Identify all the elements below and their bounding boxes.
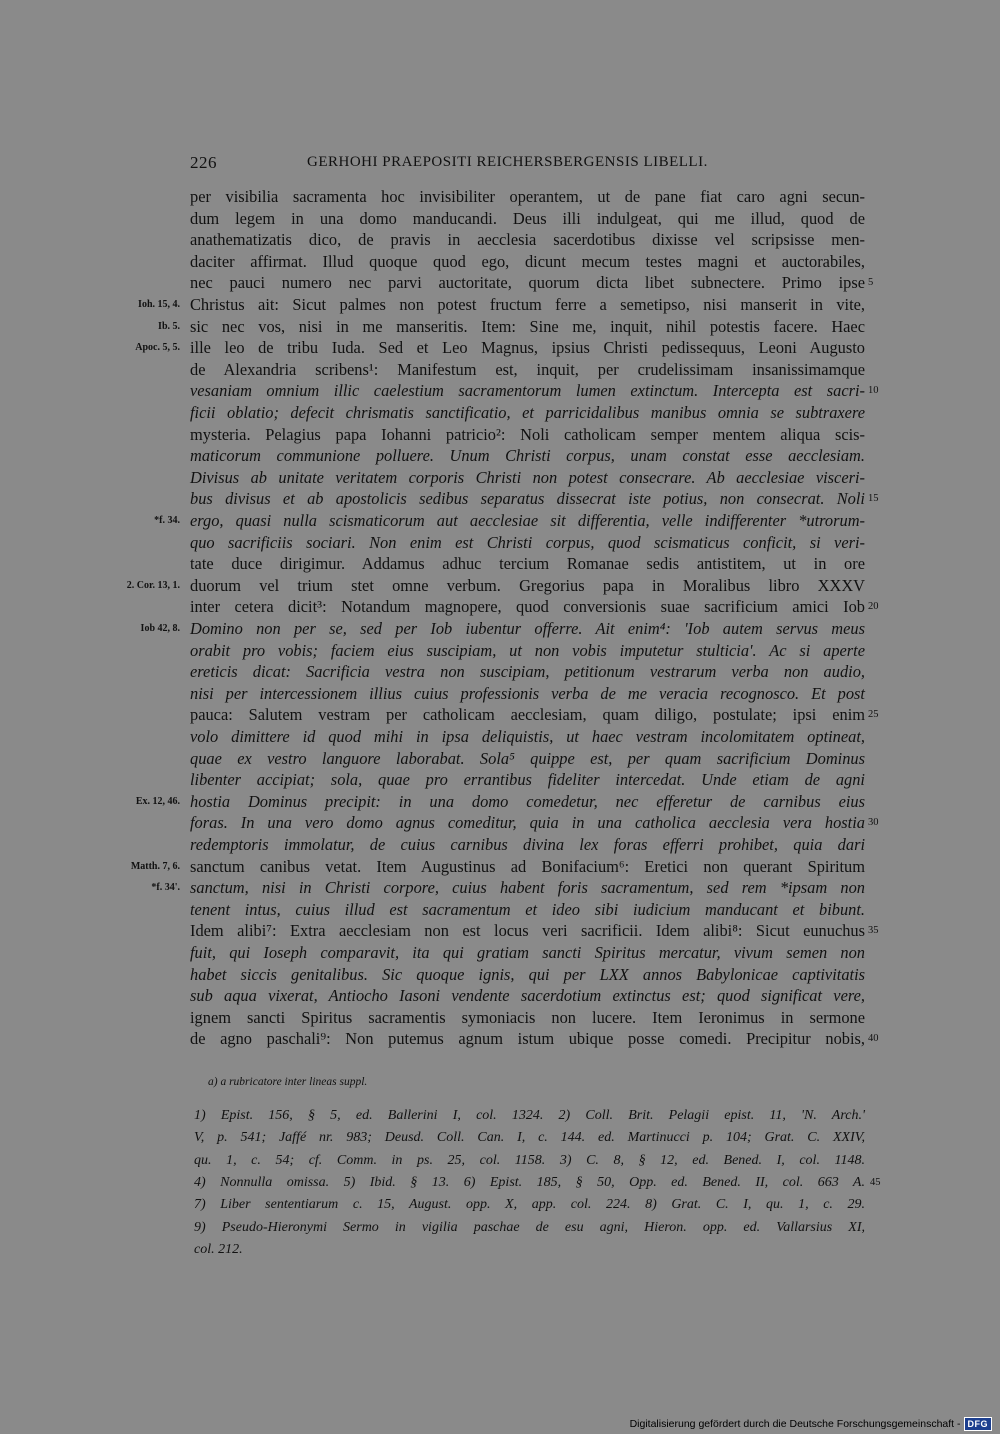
margin-reference: 2. Cor. 13, 1. <box>126 579 180 591</box>
text-line: tate duce dirigimur. Addamus adhuc tercium Romanae sedis antistitem, ut in ore <box>190 554 865 574</box>
text-line: tenent intus, cuius illud est sacramentum et ideo sibi iudicium manducant et bibunt. <box>190 899 865 919</box>
footnote-line: 7) Liber sententiarum c. 15, August. opp. X, app. col. 224. 8) Grat. C. I, qu. 1, c. 29. <box>194 1197 865 1213</box>
text-line: sanctum canibus vetat. Item Augustinus ad Bonifacium⁶: Eretici non querant Spiritum <box>190 856 865 876</box>
margin-reference: Iob 42, 8. <box>140 623 180 634</box>
text-line: de agno paschali⁹: Non putemus agnum istum ubique posse comedi. Precipitur nobis, <box>190 1029 865 1049</box>
funding-credit <box>630 1417 992 1431</box>
line-number: 45 <box>870 1176 881 1188</box>
text-line: redemptoris immolatur, de cuius carnibus divina lex foras efferri prohibet, quia dari <box>190 835 865 854</box>
text-line: nec pauci numero nec parvi auctoritate, quorum dicta libet subnectere. Primo ipse <box>190 273 865 293</box>
margin-reference: Apoc. 5, 5. <box>135 342 180 354</box>
line-number: 5 <box>868 277 874 289</box>
margin-reference: *f. 34. <box>154 515 180 526</box>
text-line: mysteria. Pelagius papa Iohanni patricio²: Noli catholicam semper mentem aliqua scis- <box>190 424 865 444</box>
text-line: vesaniam omnium illic caelestium sacramentorum lumen extinctum. Intercepta est sacri- <box>190 381 865 401</box>
line-number: 40 <box>868 1033 879 1045</box>
text-line: hostia Dominus precipit: in una domo comedetur, nec efferetur de carnibus eius <box>190 791 865 811</box>
text-line: quae ex vestro languore laborabat. Sola⁵ quippe est, per quam sacrificium Dominus <box>190 748 865 768</box>
margin-reference: Ioh. 15, 4. <box>138 299 180 310</box>
text-line: anathematizatis dico, de pravis in aecclesia sacerdotibus dixisse vel scripsisse men- <box>190 230 865 250</box>
text-line: nisi per intercessionem illius cuius professionis verba de me veracia recognosco. Et post <box>190 683 865 703</box>
text-line: dum legem in una domo manducandi. Deus illi indulgeat, qui me illud, quod de <box>190 208 865 228</box>
page-number: 226 <box>190 153 217 172</box>
text-line: habet siccis genitalibus. Sic quoque ignis, qui per LXX annos Babylonicae captivitatis <box>190 964 865 984</box>
line-number: 20 <box>868 601 879 613</box>
footnote-line: 1) Epist. 156, § 5, ed. Ballerini I, col. 1324. 2) Coll. Brit. Pelagii epist. 11, 'N. Arch.' <box>194 1108 865 1123</box>
footnote-line: 9) Pseudo-Hieronymi Sermo in vigilia paschae de esu agni, Hieron. opp. ed. Vallarsius XI, <box>194 1219 865 1235</box>
footnote-line: 4) Nonnulla omissa. 5) Ibid. § 13. 6) Epist. 185, § 50, Opp. ed. Bened. II, col. 663 A. <box>194 1174 865 1190</box>
text-line: duorum vel trium stet omne verbum. Gregorius papa in Moralibus libro XXXV <box>190 575 865 595</box>
text-line: foras. In una vero domo agnus comeditur, quia in una catholica aecclesia vera hostia <box>190 813 865 833</box>
text-line: inter cetera dicit³: Notandum magnopere, quod conversionis suae sacrificium amici Iob <box>190 597 865 617</box>
text-line: sic nec vos, nisi in me manseritis. Item: Sine me, inquit, nihil potestis facere. Haec <box>190 316 865 336</box>
text-line: sub aqua vixerat, Antiocho Iasoni vendente sacerdotium extinctus est; quod significat vere, <box>190 986 865 1006</box>
line-number: 10 <box>868 385 879 397</box>
text-line: Christus ait: Sicut palmes non potest fructum ferre a semetipso, nisi manserit in vite, <box>190 295 865 314</box>
line-number: 30 <box>868 817 879 829</box>
text-line: orabit pro vobis; faciem eius suscipiam, ut non vobis imputetur stulticia'. Ac si aperte <box>190 640 865 660</box>
text-line: sanctum, nisi in Christi corpore, cuius habent foris sacramentum, sed rem *ipsam non <box>190 878 865 898</box>
dfg-logo: DFG <box>964 1417 993 1431</box>
line-number: 35 <box>868 925 879 937</box>
text-line: daciter affirmat. Illud quoque quod ego, dicunt mecum testes magni et auctorabiles, <box>190 251 865 271</box>
text-line: quo sacrificiis sociari. Non enim est Christi corpus, quod scismaticus conficit, si veri- <box>190 532 865 552</box>
text-line: ille leo de tribu Iuda. Sed et Leo Magnus, ipsius Christi pedissequus, Leoni Augusto <box>190 338 865 358</box>
running-title: GERHOHI PRAEPOSITI REICHERSBERGENSIS LIBELLI. <box>307 154 708 170</box>
margin-reference: Matth. 7, 6. <box>130 860 180 872</box>
text-line: libenter accipiat; sola, quae pro errantibus fideliter intercedat. Unde etiam de agni <box>190 770 865 790</box>
critical-apparatus: a) a rubricatore inter lineas suppl. <box>208 1076 368 1088</box>
text-line: Divisus ab unitate veritatem corporis Christi non potest consecrare. Ab aecclesiae visceri- <box>190 467 865 487</box>
text-line: maticorum communione polluere. Unum Christi corpus, unam constat esse aecclesiam. <box>190 446 865 466</box>
line-number: 25 <box>868 709 879 721</box>
text-line: ignem sancti Spiritus sacramentis symoniacis non lucere. Item Ieronimus in sermone <box>190 1007 865 1027</box>
line-number: 15 <box>868 493 879 505</box>
margin-reference: Ib. 5. <box>158 320 180 332</box>
text-line: ergo, quasi nulla scismaticorum aut aecclesiae sit differentia, velle indifferenter *utrorum- <box>190 511 865 530</box>
text-line: ficii oblatio; defecit chrismatis sanctificatio, et parricidalibus manibus omnia se subtraxere <box>190 403 865 422</box>
footnote-line: V, p. 541; Jaffé nr. 983; Deusd. Coll. Can. I, c. 144. ed. Martinucci p. 104; Grat. C. XXIV, <box>194 1130 865 1146</box>
text-line: bus divisus et ab apostolicis sedibus separatus dissecrat iste potius, non consecrat. Noli <box>190 489 865 509</box>
margin-reference: *f. 34'. <box>151 882 180 894</box>
footnote-line: col. 212. <box>194 1241 243 1257</box>
margin-reference: Ex. 12, 46. <box>135 795 180 807</box>
text-line: pauca: Salutem vestram per catholicam aecclesiam, quam diligo, postulate; ipsi enim <box>190 705 865 725</box>
text-line: de Alexandria scribens¹: Manifestum est, inquit, per crudelissimam insanissimamque <box>190 359 865 379</box>
page-header <box>190 153 865 177</box>
text-line: volo dimittere id quod mihi in ipsa deliquistis, ut haec vestram incolomitatem optineat, <box>190 727 865 746</box>
text-line: Domino non per se, sed per Iob iubentur offerre. Ait enim⁴: 'Iob autem servus meus <box>190 619 865 638</box>
text-line: fuit, qui Ioseph comparavit, ita qui gratiam sancti Spiritus mercatur, vivum semen non <box>190 943 865 962</box>
text-line: Idem alibi⁷: Extra aecclesiam non est locus veri sacrificii. Idem alibi⁸: Sicut eunuchus <box>190 921 865 941</box>
credit-text: Digitalisierung gefördert durch die Deutsche Forschungsgemeinschaft - <box>629 1418 961 1430</box>
footnote-line: qu. 1, c. 54; cf. Comm. in ps. 25, col. 1158. 3) C. 8, § 12, ed. Bened. I, col. 1148. <box>194 1152 865 1168</box>
text-line: per visibilia sacramenta hoc invisibiliter operantem, ut de pane fiat caro agni secun- <box>190 187 865 206</box>
text-line: ereticis dicat: Sacrificia vestra non suscipiam, petitionum vestrarum verba non audio, <box>190 662 865 682</box>
